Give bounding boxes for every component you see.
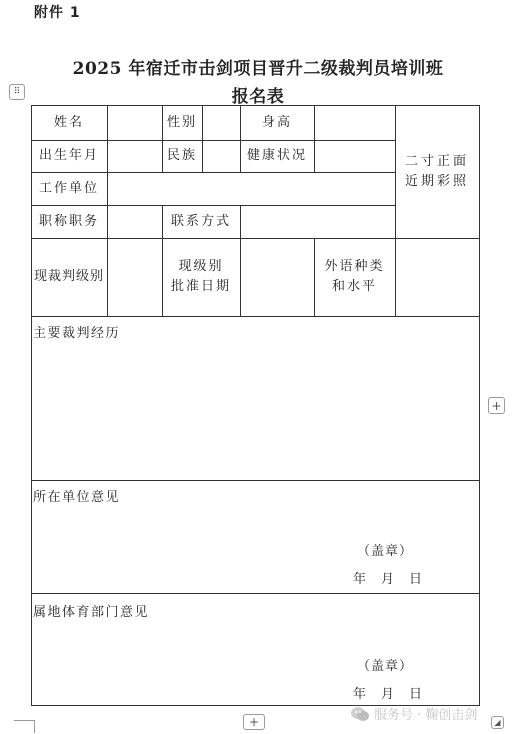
- label-ethnicity: 民族: [166, 148, 197, 163]
- registration-table: [31, 105, 480, 705]
- photo-placeholder[interactable]: 二寸正面 近期彩照: [404, 153, 469, 189]
- unit-date-label: 年 月 日: [353, 572, 424, 587]
- sports-dept-opinion-section[interactable]: [31, 593, 479, 705]
- add-column-plus-icon[interactable]: +: [488, 397, 505, 414]
- label-birth-date: 出生年月: [38, 148, 99, 163]
- experience-section[interactable]: [31, 316, 479, 480]
- unit-opinion-section[interactable]: [31, 480, 479, 593]
- label-gender: 性别: [166, 114, 197, 130]
- field-health[interactable]: [314, 140, 395, 172]
- form-title: 2025 年宿迁市击剑项目晋升二级裁判员培训班: [72, 59, 444, 79]
- label-contact: 联系方式: [170, 213, 231, 229]
- field-workplace[interactable]: [107, 172, 395, 205]
- unit-stamp-label: （盖章）: [357, 544, 414, 559]
- watermark: [350, 704, 477, 723]
- attachment-label: 附件 1: [34, 5, 81, 21]
- label-height: 身高: [261, 114, 292, 130]
- page-corner-marker: [14, 720, 35, 733]
- form-title-second-line: 报名表: [231, 87, 285, 107]
- label-unit-opinion: 所在单位意见: [33, 490, 121, 505]
- field-height[interactable]: [314, 105, 395, 140]
- watermark-text: 服务号 · 鞠创击剑: [374, 708, 478, 723]
- label-current-level: 现裁判级别: [33, 269, 104, 284]
- label-experience: 主要裁判经历: [33, 326, 121, 341]
- field-gender[interactable]: [202, 105, 240, 140]
- label-workplace: 工作单位: [38, 180, 99, 196]
- table-resize-handle-icon[interactable]: ◢: [491, 716, 504, 729]
- field-contact[interactable]: [240, 205, 395, 238]
- label-sports-dept-opinion: 属地体育部门意见: [33, 605, 150, 620]
- field-level-approval-date[interactable]: [240, 238, 314, 316]
- field-birth-date[interactable]: [107, 140, 162, 172]
- field-title-position[interactable]: [107, 205, 162, 238]
- field-name[interactable]: [107, 105, 162, 140]
- field-language[interactable]: [395, 238, 479, 316]
- field-ethnicity[interactable]: [202, 140, 240, 172]
- label-health: 健康状况: [246, 148, 307, 163]
- add-row-plus-icon[interactable]: +: [243, 714, 265, 730]
- wechat-logo-icon: [350, 706, 370, 722]
- label-name: 姓名: [53, 114, 84, 130]
- label-language: 外语种类 和水平: [324, 259, 385, 294]
- label-title-position: 职称职务: [38, 213, 99, 229]
- dept-stamp-label: （盖章）: [357, 659, 414, 674]
- field-current-level[interactable]: [107, 238, 162, 316]
- table-move-handle-icon[interactable]: ⠿: [9, 84, 25, 100]
- dept-date-label: 年 月 日: [353, 687, 424, 702]
- label-level-approval-date: 现级别 批准日期: [170, 259, 231, 294]
